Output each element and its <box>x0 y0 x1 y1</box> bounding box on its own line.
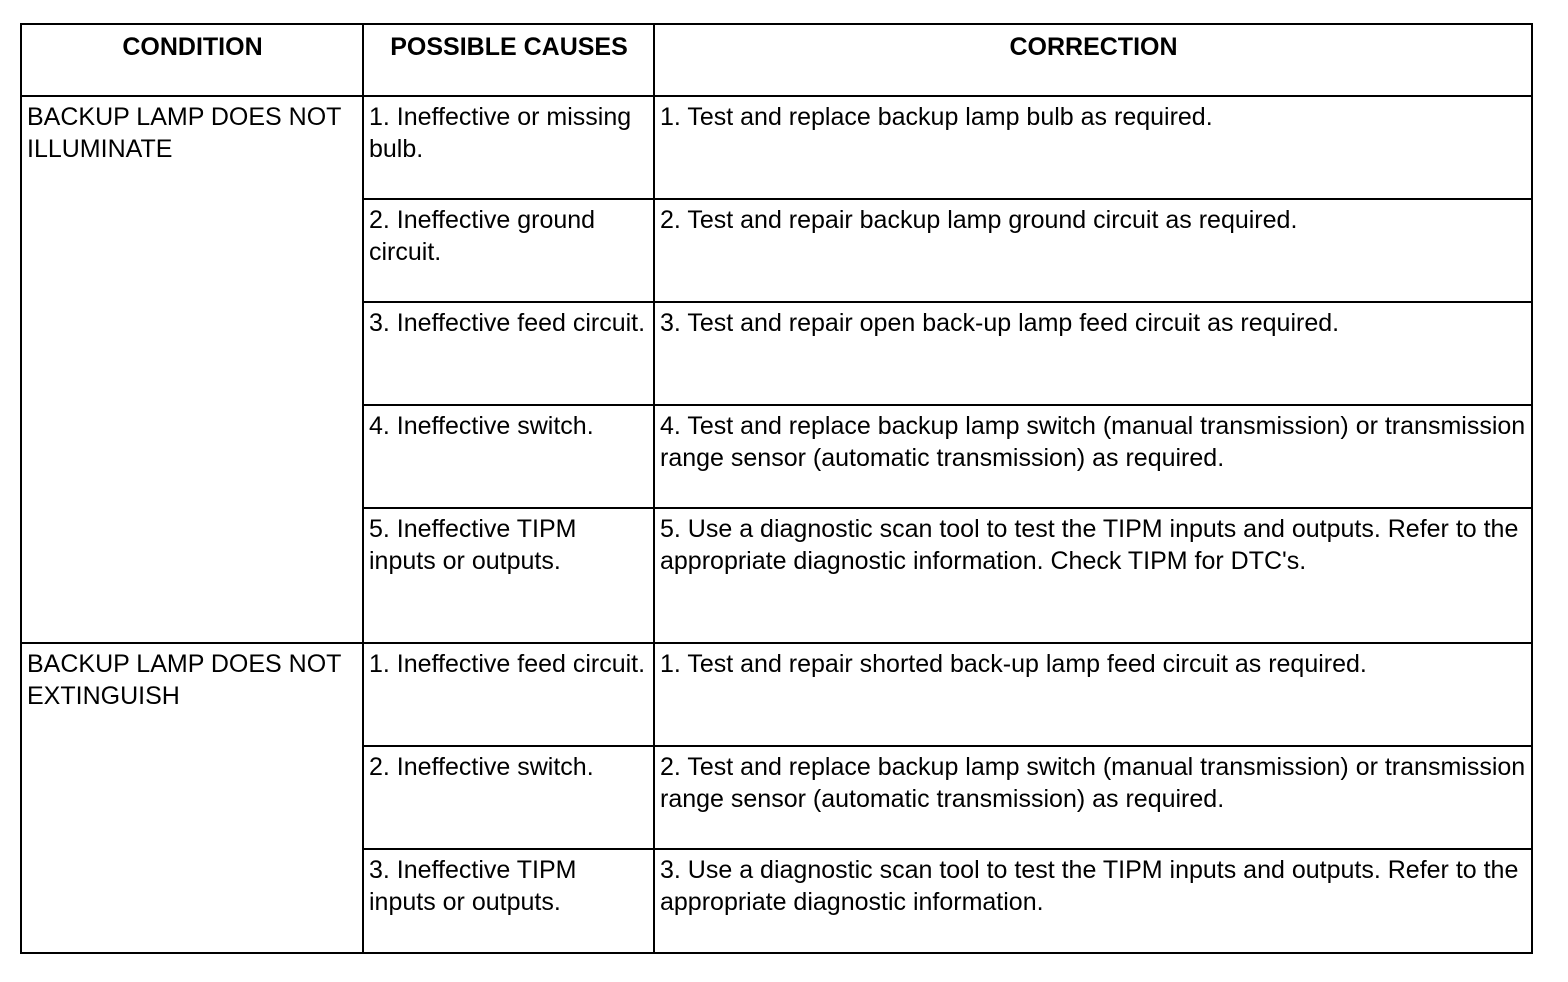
table-row <box>21 643 1532 746</box>
condition-cell: BACKUP LAMP DOES NOT ILLUMINATE <box>21 96 363 643</box>
cause-cell: 2. Ineffective ground circuit. <box>363 199 654 302</box>
cause-cell: 5. Ineffective TIPM inputs or outputs. <box>363 508 654 643</box>
header-possible-causes: POSSIBLE CAUSES <box>363 24 654 96</box>
correction-cell: 2. Test and replace backup lamp switch (manual transmission) or transmission range sensor (automatic transmission) as required. <box>654 746 1532 849</box>
cause-cell: 2. Ineffective switch. <box>363 746 654 849</box>
table-row <box>21 96 1532 199</box>
correction-cell: 2. Test and repair backup lamp ground circuit as required. <box>654 199 1532 302</box>
correction-cell: 4. Test and replace backup lamp switch (manual transmission) or transmission range sensor (automatic transmission) as required. <box>654 405 1532 508</box>
correction-cell: 5. Use a diagnostic scan tool to test the TIPM inputs and outputs. Refer to the appropriate diagnostic information. Check TIPM for DTC's. <box>654 508 1532 643</box>
correction-cell: 1. Test and repair shorted back-up lamp feed circuit as required. <box>654 643 1532 746</box>
correction-cell: 1. Test and replace backup lamp bulb as required. <box>654 96 1532 199</box>
cause-cell: 3. Ineffective TIPM inputs or outputs. <box>363 849 654 953</box>
diagnosis-table <box>20 23 1533 954</box>
cause-cell: 4. Ineffective switch. <box>363 405 654 508</box>
header-correction: CORRECTION <box>654 24 1532 96</box>
correction-cell: 3. Use a diagnostic scan tool to test the TIPM inputs and outputs. Refer to the appropriate diagnostic information. <box>654 849 1532 953</box>
cause-cell: 1. Ineffective feed circuit. <box>363 643 654 746</box>
cause-cell: 1. Ineffective or missing bulb. <box>363 96 654 199</box>
correction-cell: 3. Test and repair open back-up lamp feed circuit as required. <box>654 302 1532 405</box>
cause-cell: 3. Ineffective feed circuit. <box>363 302 654 405</box>
condition-cell: BACKUP LAMP DOES NOT EXTINGUISH <box>21 643 363 953</box>
header-condition: CONDITION <box>21 24 363 96</box>
header-row <box>21 24 1532 96</box>
